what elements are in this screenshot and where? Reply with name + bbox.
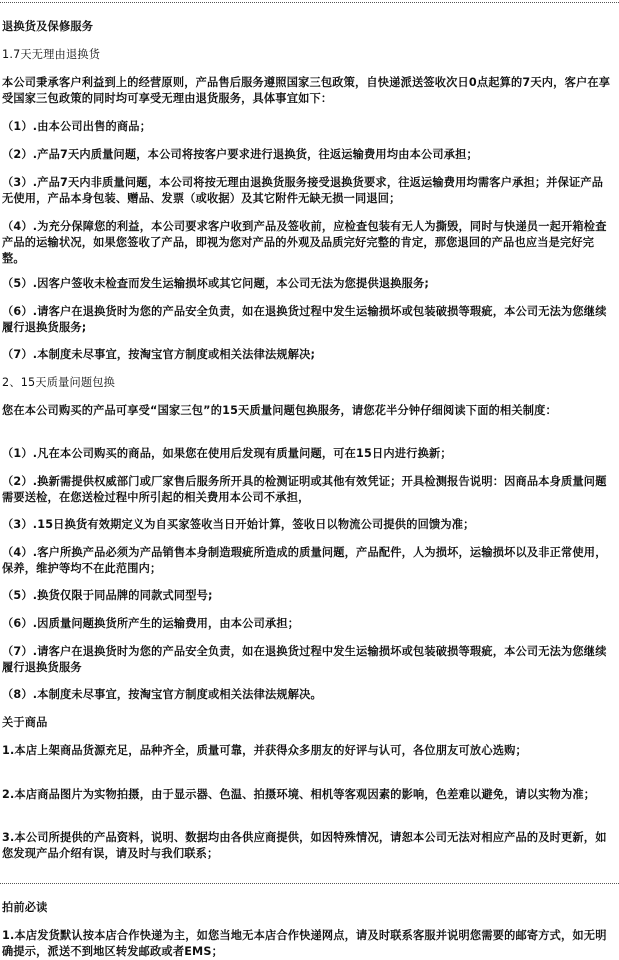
fifteen-day-item-4: （4）.客户所换产品必须为产品销售本身制造瑕疵所造成的质量问题，产品配件，人为损坏，运输损坏以及非正常使用，保养，维护等均不在此范围内；: [2, 546, 607, 575]
fifteen-day-item-2: （2）.换新需提供权威部门或厂家售后服务所开具的检测证明或其他有效凭证；开具检测报告说明：因商品本身质量问题需要送检，在您送检过程中所引起的相关费用本公司不承担，: [2, 475, 607, 504]
about-item-2: 2.本店商品图片为实物拍摄，由于显示器、色温、拍摄环境、相机等客观因素的影响，色差难以避免，请以实物为准；: [2, 788, 596, 801]
fifteen-day-item-7: （7）.请客户在退换货时为您的产品安全负责，如在退换货过程中发生运输损坏或包装破损等瑕疵，本公司无法为您继续履行退换货服务: [2, 645, 607, 674]
fifteen-day-heading: 2、15天质量问题包换: [2, 376, 116, 389]
seven-day-intro: 本公司秉承客户利益到上的经营原则，产品售后服务遵照国家三包政策，自快递派送签收次日0点起算的7天内，客户在享受国家三包政策的同时均可享受无理由退货服务，具体事宜如下：: [2, 76, 611, 105]
about-item-1: 1.本店上架商品货源充足，品种齐全，质量可靠，并获得众多朋友的好评与认可，各位朋友可放心选购；: [2, 744, 527, 757]
seven-day-item-5: （5）.因客户签收未检查而发生运输损坏或其它问题，本公司无法为您提供退换服务;: [2, 277, 430, 290]
returns-title: 退换货及保修服务: [2, 20, 94, 33]
before-item-1: 1.本店发货默认按本店合作快递为主，如您当地无本店合作快递网点，请及时联系客服并说明您需要的邮寄方式，如无明确提示，派送不到地区转发邮政或者EMS；: [2, 929, 607, 958]
seven-day-heading: 1.7天无理由退换货: [2, 48, 101, 61]
about-item-3: 3.本公司所提供的产品资料，说明、数据均由各供应商提供，如因特殊情况，请恕本公司无法对相应产品的及时更新，如您发现产品介绍有误，请及时与我们联系；: [2, 831, 607, 860]
fifteen-day-item-5: （5）.换货仅限于同品牌的同款式同型号;: [2, 589, 213, 602]
seven-day-item-2: （2）.产品7天内质量问题，本公司将按客户要求进行退换货，往返运输费用均由本公司承担；: [2, 148, 478, 161]
fifteen-day-item-8: （8）.本制度未尽事宜，按淘宝官方制度或相关法律法规解决。: [2, 688, 322, 701]
seven-day-item-7: （7）.本制度未尽事宜，按淘宝官方制度或相关法律法规解决;: [2, 348, 316, 361]
top-divider: [0, 2, 619, 3]
seven-day-item-6: （6）.请客户在退换货时为您的产品安全负责，如在退换货过程中发生运输损坏或包装破损等瑕疵，本公司无法为您继续履行退换货服务;: [2, 305, 607, 334]
seven-day-item-1: （1）.由本公司出售的商品；: [2, 120, 152, 133]
fifteen-day-intro: 您在本公司购买的产品可享受“国家三包”的15天质量问题包换服务，请您花半分钟仔细阅读下面的相关制度：: [2, 404, 557, 417]
about-title: 关于商品: [2, 716, 48, 729]
seven-day-item-4: （4）.为充分保障您的利益，本公司要求客户收到产品及签收前，应检查包装有无人为撕毁，同时与快递员一起开箱检查产品的运输状况，如果您签收了产品，即视为您对产品的外观及品质完好完整的肯定，那您退回的产品也应当是完好完整。: [2, 220, 607, 265]
fifteen-day-item-6: （6）.因质量问题换货所产生的运输费用，由本公司承担；: [2, 617, 300, 630]
seven-day-item-3: （3）.产品7天内非质量问题，本公司将按无理由退换货服务接受退换货要求，往返运输费用均需客户承担；并保证产品无使用，产品本身包装、赠品、发票（或收据）及其它附件无缺无损一同退回；: [2, 176, 604, 205]
section-divider: [0, 883, 619, 884]
before-title: 拍前必读: [2, 901, 48, 914]
fifteen-day-item-1: （1）.凡在本公司购买的商品，如果您在使用后发现有质量问题，可在15日内进行换新；: [2, 447, 452, 460]
fifteen-day-item-3: （3）.15日换货有效期定义为自买家签收当日开始计算，签收日以物流公司提供的回馈为准；: [2, 518, 475, 531]
